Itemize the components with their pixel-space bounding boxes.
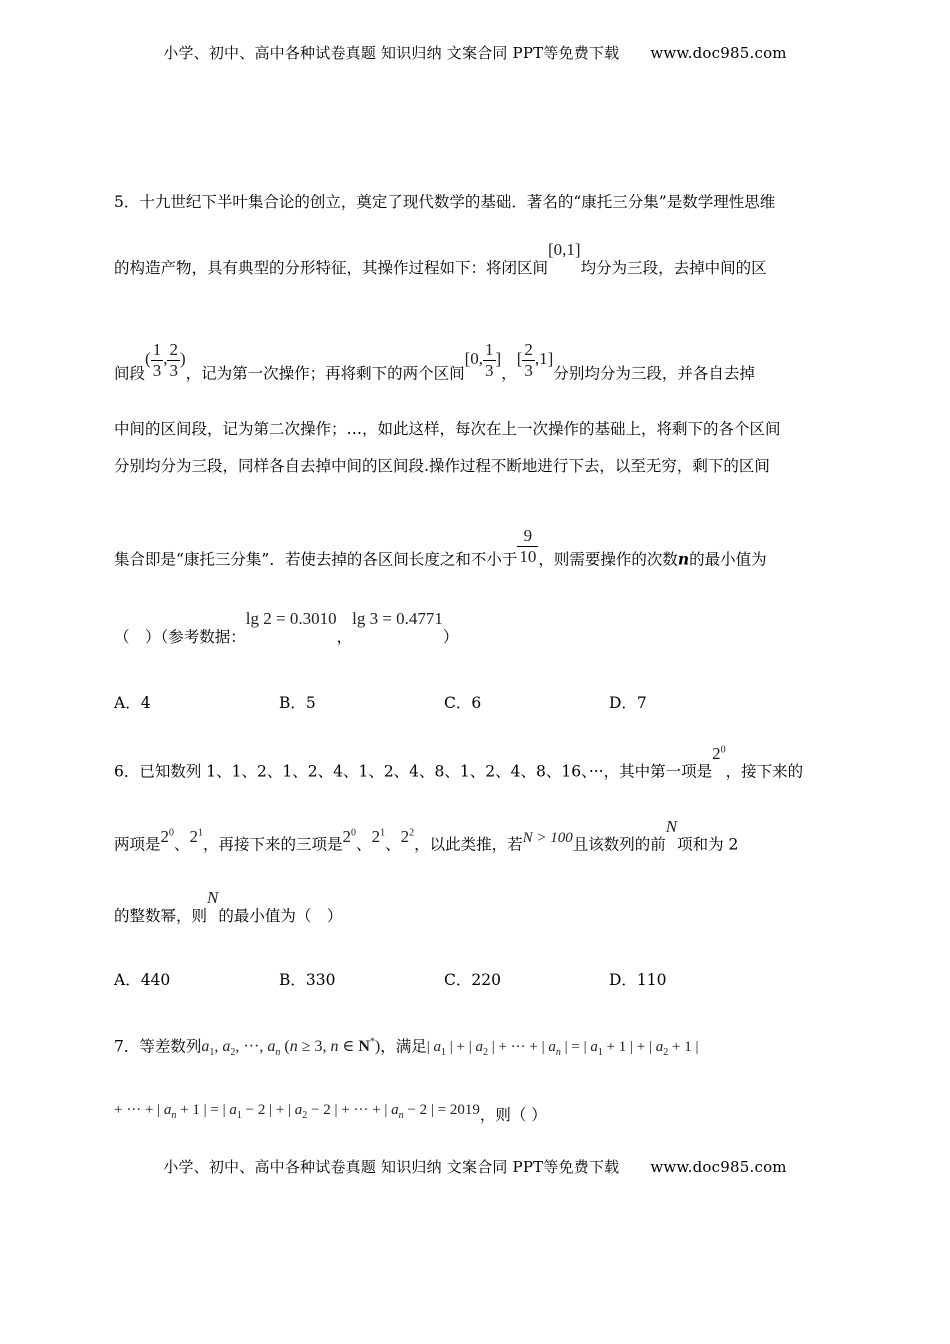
q6-line-2: 两项是$2^0$、$2^1$，再接下来的三项是$2^0$、$2^1$、$2^2$，以此类推，若N > 100且该数列的前N项和为 2 [114,816,739,854]
q5-line-6: 集合即是“康托三分集”．若使去掉的各区间长度之和不小于 $\frac{9}{10}$ ，则需要操作的次数n的最小值为 [114,526,767,569]
q5-line-5: 分别均分为三段，同样各自去掉中间的区间段.操作过程不断地进行下去，以至无穷，剩下的区间 [114,457,770,475]
open-interval-1-3-2-3: ( $\frac{1}{3}$ , $\frac{2}{3}$ ) [145,340,186,380]
q6-option-a[interactable]: A．440 [114,971,171,989]
header-text: 小学、初中、高中各种试卷真题 知识归纳 文案合同 PPT等免费下载 [163,44,620,62]
q7-line-1: 7．等差数列$a_1$, $a_2$, ···, $a_n$ (n ≥ 3, n ∈ N*)，满足| $a_1$ | + | $a_2$ | + ··· + | $a_n$ | = | $a_1 + 1$ | + | $a_2 + 1$ | [114,1037,699,1059]
footer-site: www.doc985.com [650,1158,787,1176]
condition-n-gt-100: N > 100 [522,829,573,846]
interval-0-1: [0,1] [548,240,581,259]
q5-option-c[interactable]: C．6 [444,694,482,712]
sequence-terms: $a_1$, $a_2$, ···, $a_n$ (n ≥ 3, n ∈ N*) [201,1037,381,1059]
fraction-9-10: $\frac{9}{10}$ [519,526,537,566]
sum-equation-part-1: | $a_1$ | + | $a_2$ | + ··· + | $a_n$ | = | $a_1 + 1$ | + | $a_2 + 1$ | [426,1039,699,1059]
q5-line-1: 5．十九世纪下半叶集合论的创立，奠定了现代数学的基础．著名的“康托三分集”是数学理性思维 [114,193,776,211]
footer-text: 小学、初中、高中各种试卷真题 知识归纳 文案合同 PPT等免费下载 [163,1158,620,1176]
page-header [0,42,950,63]
page-footer [0,1156,950,1177]
lg2-value: lg 2 = 0.3010 [245,609,337,628]
header-site: www.doc985.com [650,44,787,62]
var-N: N [207,888,219,907]
q5-line-7: （ ）（参考数据：lg 2 = 0.3010，lg 3 = 0.4771） [114,609,459,646]
q5-option-a[interactable]: A．4 [114,694,151,712]
q6-option-d[interactable]: D．110 [609,971,667,989]
q7-line-2: + ··· + | $a_n + 1$ | = | $a_1 - 2$ | + | $a_2 - 2$ | + ··· + | $a_n - 2$ | = 2019，则（ ） [114,1102,547,1124]
interval-2-3-1: [ $\frac{2}{3}$ ,1] [516,340,554,380]
q5-line-3: 间段( $\frac{1}{3}$ , $\frac{2}{3}$ )，记为第一次操作；再将剩下的两个区间[0, $\frac{1}{3}$ ]，[ $\frac{2}{3}$ ,1]分别均分为三段，并各自去掉 [114,340,755,383]
power-2-0: $2^0$ [712,743,726,763]
lg3-value: lg 3 = 0.4771 [352,609,443,628]
sum-equation-part-2: + ··· + | $a_n + 1$ | = | $a_1 - 2$ | + | $a_2 - 2$ | + ··· + | $a_n - 2$ | = 2019 [114,1102,480,1121]
q6-line-1: 6．已知数列 1、1、2、1、2、4、1、2、4、8、1、2、4、8、16、···，其中第一项是$2^0$，接下来的 [114,743,804,781]
q5-line-2: 的构造产物，具有典型的分形特征，其操作过程如下：将闭区间[0,1]均分为三段，去掉中间的区 [114,240,767,277]
q6-line-3: 的整数幂，则N的最小值为（ ） [114,888,343,925]
interval-0-1-3: [0, $\frac{1}{3}$ ] [464,340,502,380]
q6-option-b[interactable]: B．330 [279,971,336,989]
q6-option-c[interactable]: C．220 [444,971,501,989]
q5-option-d[interactable]: D．7 [609,694,647,712]
q5-line-4: 中间的区间段，记为第二次操作；…，如此这样，每次在上一次操作的基础上，将剩下的各个区间 [114,420,781,438]
var-n: n [677,549,690,569]
var-N: N [665,816,678,836]
q5-option-b[interactable]: B．5 [279,694,316,712]
